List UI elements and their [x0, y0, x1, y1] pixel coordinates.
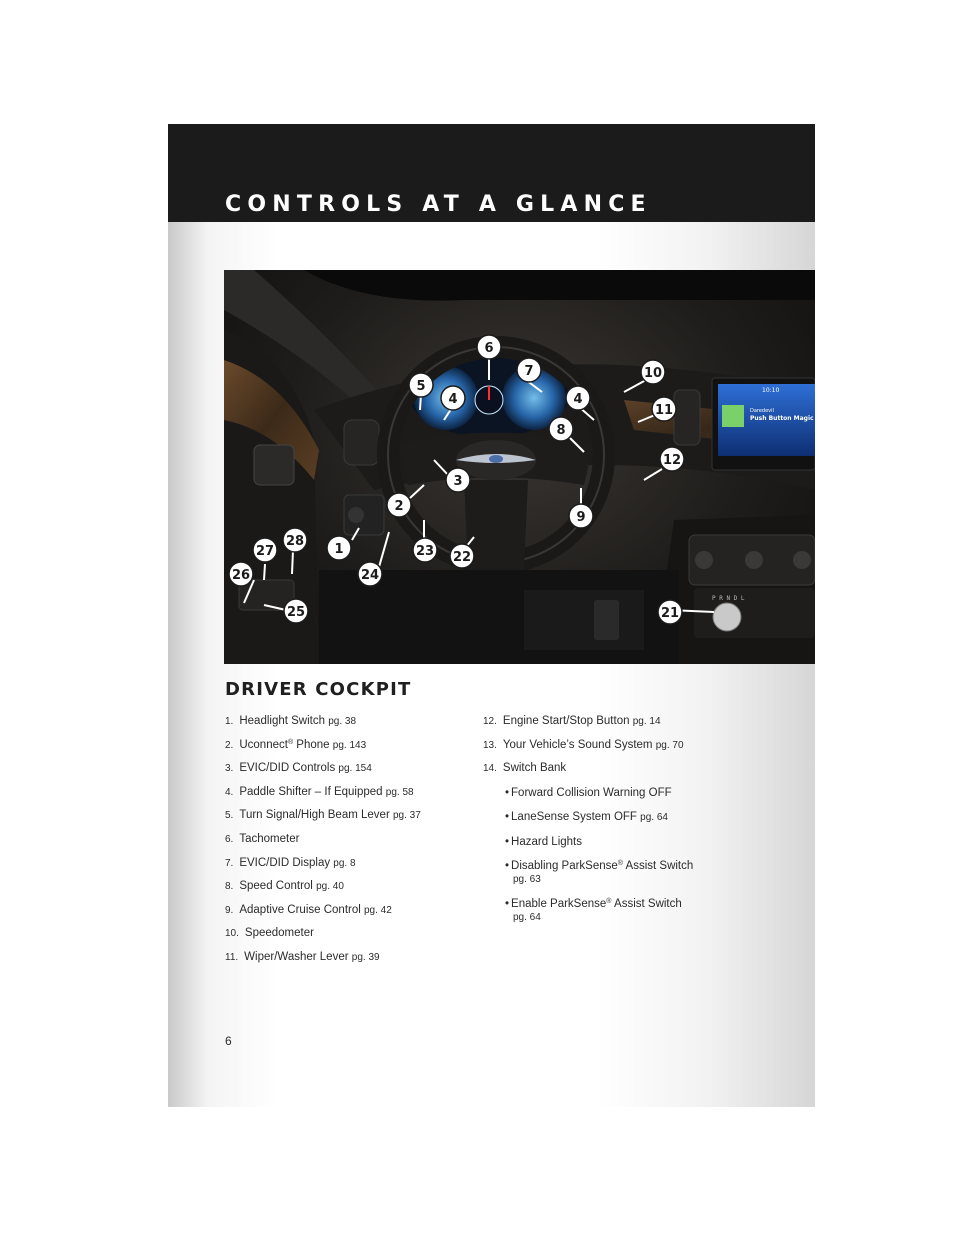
list-item: 8. Speed Control pg. 40 [225, 880, 344, 893]
sub-list-item: • Disabling ParkSense® Assist Switch pg. 63 [505, 860, 694, 886]
callout-label: 6 [484, 341, 494, 356]
list-item: 12. Engine Start/Stop Button pg. 14 [483, 715, 661, 727]
list-item: 10. Speedometer [225, 927, 314, 940]
callout-label: 10 [643, 366, 663, 381]
callout-label: 23 [415, 544, 435, 559]
left-column-list [225, 714, 485, 974]
callout-label: 25 [286, 605, 306, 620]
cockpit-photo [224, 270, 815, 664]
callout-label: 26 [231, 568, 251, 583]
list-item: 3. EVIC/DID Controls pg. 154 [225, 762, 372, 775]
callout-label: 12 [662, 453, 682, 468]
list-item: 2. Uconnect® Phone pg. 143 [225, 738, 367, 751]
callout-label: 28 [285, 534, 305, 549]
callout-label: 11 [654, 403, 674, 418]
page-number: 6 [225, 1034, 232, 1048]
sub-list-item: • LaneSense System OFF pg. 64 [505, 811, 668, 824]
list-item: 14. Switch Bank [483, 762, 567, 775]
list-item: 4. Paddle Shifter – If Equipped pg. 58 [225, 785, 414, 798]
page-title: CONTROLS AT A GLANCE [225, 192, 652, 217]
page-header [168, 124, 815, 222]
list-item: 5. Turn Signal/High Beam Lever pg. 37 [225, 809, 421, 822]
sub-list-item: • Forward Collision Warning OFF [505, 787, 672, 800]
shifter-label: P R N D L [712, 595, 745, 602]
callout-label: 22 [452, 550, 472, 565]
list-item: 1. Headlight Switch pg. 38 [225, 715, 357, 727]
callout-label: 21 [660, 606, 680, 621]
callout-label: 5 [416, 379, 426, 394]
callout-label: 1 [334, 542, 344, 557]
callout-label: 9 [576, 510, 586, 525]
callout-label: 7 [524, 364, 534, 379]
manual-page [168, 124, 815, 1107]
list-item: 6. Tachometer [225, 832, 300, 845]
callout-label: 4 [573, 392, 583, 407]
cockpit-illustration [224, 270, 815, 664]
list-item: 9. Adaptive Cruise Control pg. 42 [225, 903, 392, 916]
section-heading: DRIVER COCKPIT [225, 679, 412, 700]
callout-label: 4 [448, 392, 458, 407]
screen-track: Daredevil [750, 408, 774, 414]
sub-list-item: • Hazard Lights [505, 836, 582, 849]
callout-label: 27 [255, 544, 275, 559]
sub-list-item: • Enable ParkSense® Assist Switch pg. 64 [505, 898, 682, 924]
callout-label: 24 [360, 568, 380, 583]
callout-label: 3 [453, 474, 463, 489]
list-item: 11. Wiper/Washer Lever pg. 39 [225, 950, 380, 963]
callout-label: 8 [556, 423, 566, 438]
right-column-list [483, 714, 713, 925]
list-item: 13. Your Vehicle’s Sound System pg. 70 [483, 738, 684, 751]
list-item: 7. EVIC/DID Display pg. 8 [225, 856, 356, 869]
screen-time: 10:10 [762, 387, 780, 394]
screen-song: Push Button Magic [750, 415, 814, 422]
callout-label: 2 [394, 499, 404, 514]
